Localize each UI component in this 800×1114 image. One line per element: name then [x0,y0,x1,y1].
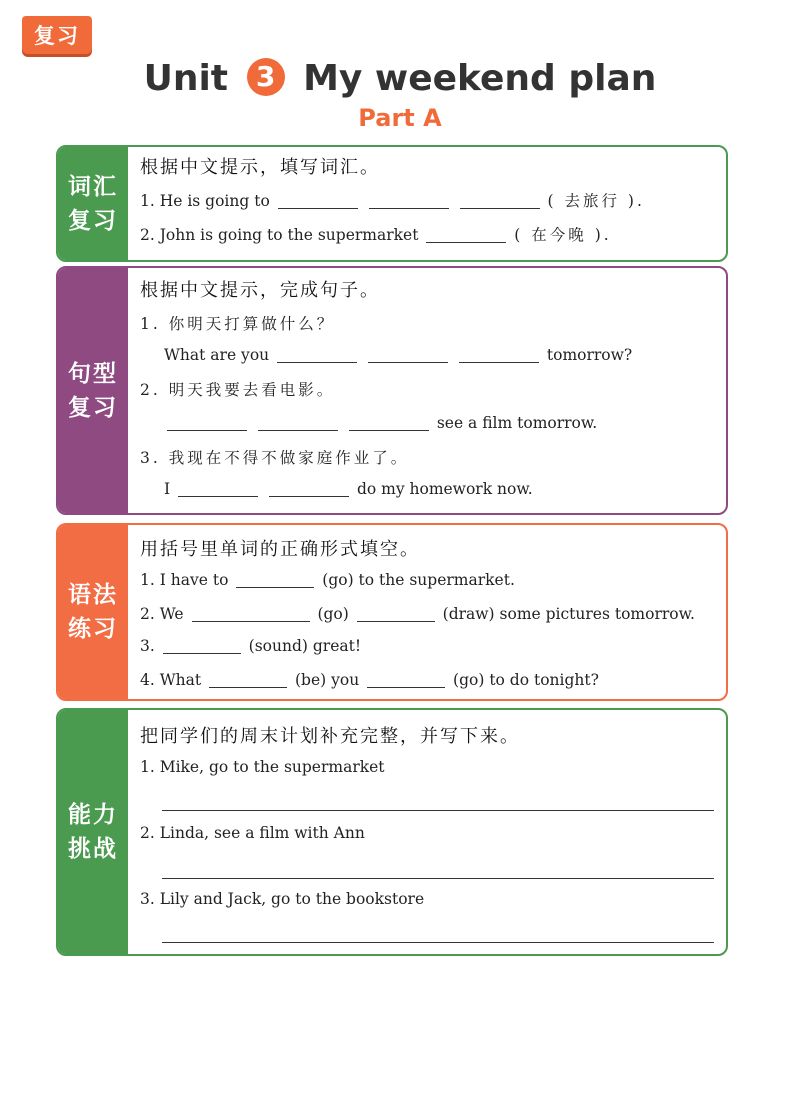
section-vocabulary [56,145,728,262]
answer-blank[interactable] [277,346,357,363]
answer-blank[interactable] [269,480,349,497]
question-1 [164,346,632,364]
section-challenge-label: 能力挑战 [58,710,128,954]
section-heading: 用括号里单词的正确形式填空。 [140,539,420,560]
answer-blank[interactable] [178,480,258,497]
answer-blank[interactable] [426,226,506,243]
answer-blank[interactable] [357,605,435,622]
question-text: 3. [140,637,155,655]
question-2: 2. Linda, see a film with Ann [140,824,365,842]
question-text: What are you [164,346,270,364]
question-text: 4. What [140,671,202,689]
page-subtitle: Part A [358,104,442,132]
question-3 [164,480,533,498]
section-vocabulary-label: 词汇复习 [58,147,128,260]
question-text: 1. I have to [140,571,229,589]
answer-blank[interactable] [369,192,449,209]
answer-blank[interactable] [167,414,247,431]
answer-blank[interactable] [192,605,310,622]
section-vocabulary-content [140,147,714,260]
question-2 [140,223,612,245]
section-heading: 根据中文提示，填写词汇。 [140,157,380,178]
question-text: 1. He is going to [140,192,270,210]
question-text: (go) to the supermarket. [322,571,515,589]
question-3 [140,637,361,655]
page-title [0,58,800,99]
writing-line[interactable] [162,942,714,943]
question-1-chinese: 1. 你明天打算做什么？ [140,315,336,333]
question-2 [164,414,597,432]
answer-blank[interactable] [459,346,539,363]
question-text: (draw) some pictures tomorrow. [442,605,695,623]
question-1 [140,189,645,211]
question-4 [140,671,599,689]
section-grammar-label: 语法练习 [58,525,128,699]
question-text: 2. We [140,605,184,623]
section-grammar-content [140,525,714,699]
question-2-chinese: 2. 明天我要去看电影。 [140,381,336,399]
chinese-hint: ( 去旅行 ). [547,192,645,210]
question-2 [140,605,695,623]
title-prefix: Unit [143,58,229,99]
answer-blank[interactable] [209,671,287,688]
answer-blank[interactable] [278,192,358,209]
question-1: 1. Mike, go to the supermarket [140,758,385,776]
answer-blank[interactable] [460,192,540,209]
chinese-hint: ( 在今晚 ). [514,226,612,244]
question-text: I [164,480,171,498]
section-heading: 把同学们的周末计划补充完整，并写下来。 [140,726,520,747]
answer-blank[interactable] [236,571,314,588]
question-text: (go) [317,605,349,623]
question-text: (sound) great! [248,637,362,655]
question-3: 3. Lily and Jack, go to the bookstore [140,890,425,908]
question-text: see a film tomorrow. [436,414,598,432]
section-sentences-label: 句型复习 [58,268,128,513]
writing-line[interactable] [162,810,714,811]
section-heading: 根据中文提示，完成句子。 [140,280,380,301]
title-suffix: My weekend plan [303,58,657,99]
question-text: do my homework now. [356,480,533,498]
writing-line[interactable] [162,878,714,879]
section-sentences-content [140,268,714,513]
question-text: tomorrow? [546,346,633,364]
answer-blank[interactable] [368,346,448,363]
question-3-chinese: 3. 我现在不得不做家庭作业了。 [140,449,410,467]
question-text: 2. John is going to the supermarket [140,226,419,244]
answer-blank[interactable] [258,414,338,431]
section-grammar [56,523,728,701]
question-text: (go) to do tonight? [453,671,599,689]
unit-number: 3 [247,58,285,96]
answer-blank[interactable] [163,637,241,654]
answer-blank[interactable] [367,671,445,688]
section-sentences [56,266,728,515]
question-1 [140,571,515,589]
review-badge: 复习 [22,16,92,54]
answer-blank[interactable] [349,414,429,431]
section-challenge [56,708,728,956]
question-text: (be) you [294,671,360,689]
section-challenge-content [140,710,714,954]
